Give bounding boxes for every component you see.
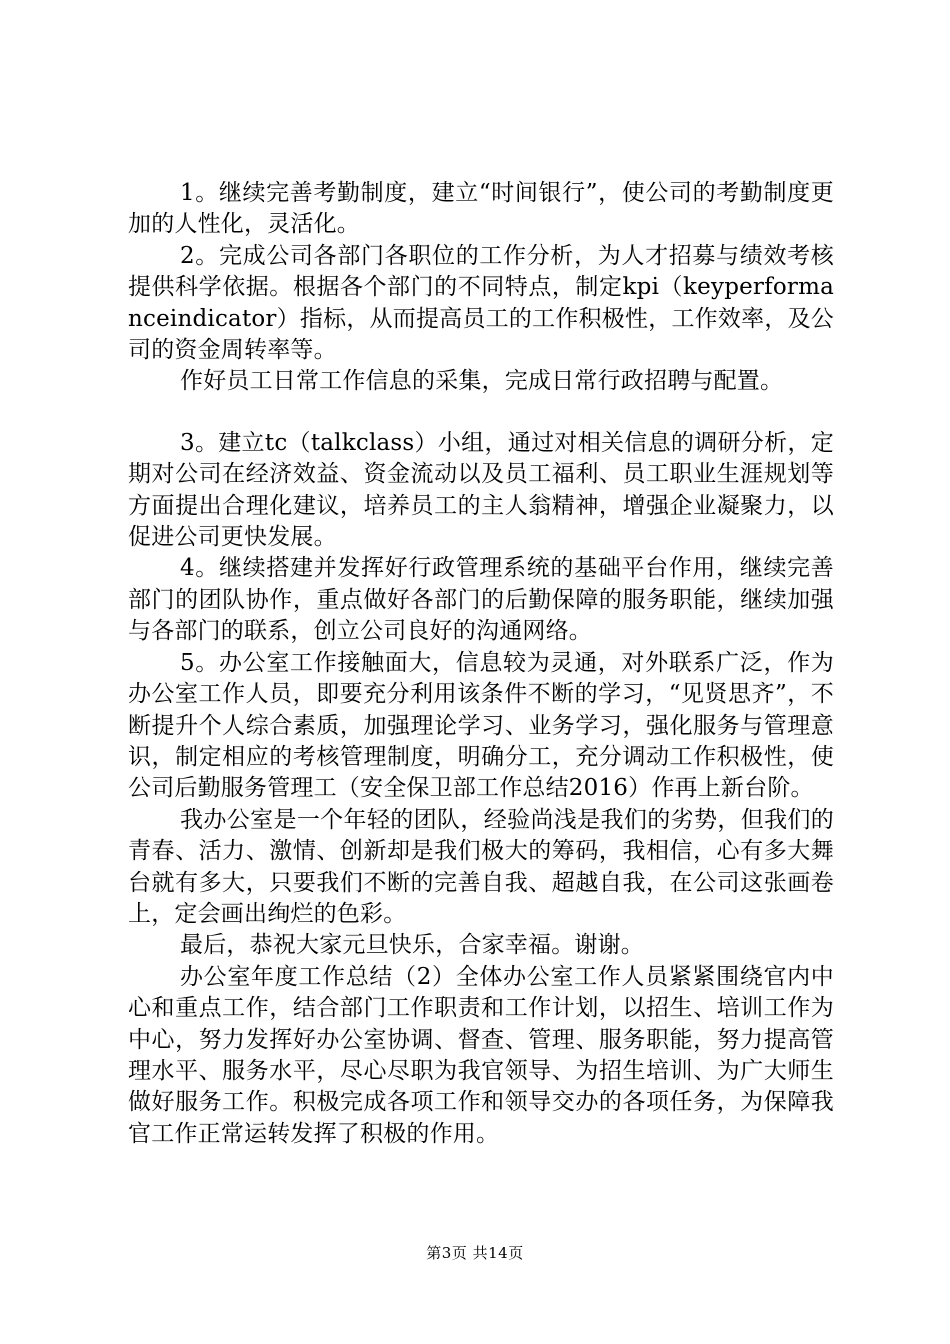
page-number-footer: 第3页 共14页 [426, 1244, 524, 1262]
paragraph-closing-wishes: 最后，恭祝大家元旦快乐，合家幸福。谢谢。 [180, 932, 644, 959]
paragraph-item-3: 3。建立tc（talkclass）小组，通过对相关信息的调研分析，定期对公司在经济效益、资金流动以及员工福利、员工职业生涯规划等方面提出合理化建议，培养员工的主人翁精神，增强企业凝聚力，以促进公司更快发展。 [128, 429, 834, 551]
paragraph-item-2-addendum: 作好员工日常工作信息的采集，完成日常行政招聘与配置。 [180, 368, 784, 395]
paragraph-team-statement: 我办公室是一个年轻的团队，经验尚浅是我们的劣势，但我们的青春、活力、激情、创新却是我们极大的筹码，我相信，心有多大舞台就有多大，只要我们不断的完善自我、超越自我，在公司这张画卷上，定会画出绚烂的色彩。 [128, 806, 834, 927]
paragraph-item-4: 4。继续搭建并发挥好行政管理系统的基础平台作用，继续完善部门的团队协作，重点做好各部门的后勤保障的服务职能，继续加强与各部门的联系，创立公司良好的沟通网络。 [128, 555, 834, 645]
paragraph-annual-summary: 办公室年度工作总结（2）全体办公室工作人员紧紧围绕官内中心和重点工作，结合部门工作职责和工作计划，以招生、培训工作为中心，努力发挥好办公室协调、督查、管理、服务职能，努力提高管理水平、服务水平，尽心尽职为我官领导、为招生培训、为广大师生做好服务工作。积极完成各项工作和领导交办的各项任务，为保障我官工作正常运转发挥了积极的作用。 [128, 963, 834, 1147]
paragraph-item-1: 1。继续完善考勤制度，建立“时间银行”，使公司的考勤制度更加的人性化，灵活化。 [128, 180, 834, 238]
document-body [128, 178, 834, 1150]
paragraph-item-5: 5。办公室工作接触面大，信息较为灵通，对外联系广泛，作为办公室工作人员，即要充分利用该条件不断的学习，“见贤思齐”，不断提升个人综合素质，加强理论学习、业务学习，强化服务与管理意识，制定相应的考核管理制度，明确分工，充分调动工作积极性，使公司后勤服务管理工（安全保卫部工作总结2016）作再上新台阶。 [128, 649, 834, 802]
paragraph-item-2: 2。完成公司各部门各职位的工作分析，为人才招募与绩效考核提供科学依据。根据各个部门的不同特点，制定kpi（keyperformanceindicator）指标，从而提高员工的工作积极性，工作效率，及公司的资金周转率等。 [128, 242, 834, 364]
